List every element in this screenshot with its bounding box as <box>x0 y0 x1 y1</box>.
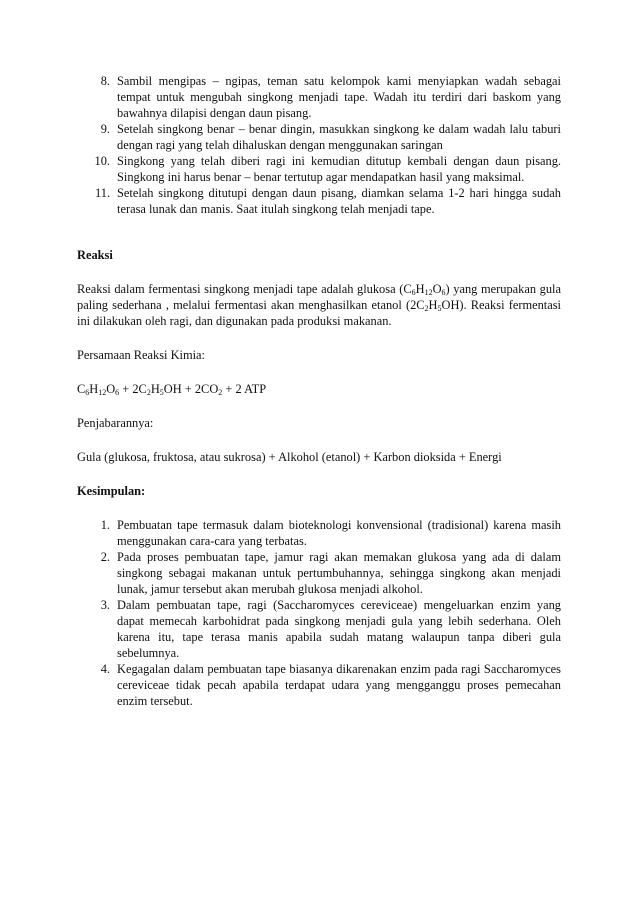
penjabaran-text: Gula (glukosa, fruktosa, atau sukrosa) + Alkohol (etanol) + Karbon dioksida + Energi <box>77 450 502 464</box>
chemical-equation: $C_6H_{12}O_6 + 2C_2H_5OH + 2CO_2 + 2$ ATP <box>77 382 267 397</box>
list-item-text: Setelah singkong benar – benar dingin, masukkan singkong ke dalam wadah lalu taburi dengan ragi yang telah dihaluskan dengan menggunakan saringan <box>117 122 561 152</box>
equation-part1: + 2C <box>119 382 147 396</box>
list-item <box>77 73 561 121</box>
list-item-text: Pembuatan tape termasuk dalam bioteknologi konvensional (tradisional) karena masih menggunakan cara-cara yang terbatas. <box>117 518 561 548</box>
list-item <box>77 661 561 709</box>
list-item <box>77 549 561 597</box>
list-item-text: Pada proses pembuatan tape, jamur ragi akan memakan glukosa yang ada di dalam singkong sebagai makanan untuk pertumbuhannya, sehingga singkong akan menjadi lunak, jamur tersebut akan merubah glukosa menjadi alkohol. <box>117 550 561 596</box>
list-item-number: 2. <box>100 550 110 564</box>
reaksi-heading: Reaksi <box>77 248 113 262</box>
list-item-text: Kegagalan dalam pembuatan tape biasanya dikarenakan enzim pada ragi Saccharomyces cereviceae tidak pecah apabila terdapat udara yang mengganggu proses pemecahan enzim tersebut. <box>117 662 561 708</box>
list-item-number: 4. <box>100 662 110 676</box>
document-page <box>77 73 561 709</box>
list-item-number: 3. <box>100 598 110 612</box>
list-item <box>77 121 561 153</box>
list-item-text: Sambil mengipas – ngipas, teman satu kelompok kami menyiapkan wadah sebagai tempat untuk mengubah singkong menjadi tape. Wadah itu terdiri dari baskom yang bawahnya dilapisi dengan daun pisang. <box>117 74 561 120</box>
list-item <box>77 597 561 661</box>
penjabaran-label: Penjabarannya: <box>77 416 154 430</box>
list-item <box>77 517 561 549</box>
list-item <box>77 153 561 185</box>
kesimpulan-heading: Kesimpulan: <box>77 484 146 498</box>
list-item-number: 11. <box>94 186 110 200</box>
list-item-number: 1. <box>100 518 110 532</box>
equation-part3: + 2 ATP <box>222 382 267 396</box>
list-item <box>77 185 561 217</box>
list-item-number: 10. <box>94 154 110 168</box>
list-item-text: Dalam pembuatan tape, ragi (Saccharomyces cereviceae) mengeluarkan enzim yang dapat memecah karbohidrat pada singkong menjadi gula yang lebih sederhana. Oleh karena itu, tape terasa manis apabila sudah matang walaupun tanpa diberi gula sebelumnya. <box>117 598 561 660</box>
reaksi-text-part3: OH). Reaksi fermentasi ini dilakukan oleh ragi, dan digunakan pada produksi makanan. <box>77 298 561 328</box>
list-item-text: Setelah singkong ditutupi dengan daun pisang, diamkan selama 1-2 hari hingga sudah terasa lunak dan manis. Saat itulah singkong telah menjadi tape. <box>117 186 561 216</box>
list-item-text: Singkong yang telah diberi ragi ini kemudian ditutup kembali dengan daun pisang. Singkong ini harus benar – benar tertutup agar mendapatkan hasil yang maksimal. <box>117 154 561 184</box>
equation-part2: OH + 2CO <box>163 382 219 396</box>
list-item-number: 8. <box>100 74 110 88</box>
procedure-steps-list <box>77 73 561 217</box>
reaksi-paragraph: Reaksi dalam fermentasi singkong menjadi tape adalah glukosa $(C_6H_{12}O_6)$ yang merupakan gula paling sederhana , melalui fermentasi akan menghasilkan etanol $(2C_2H_5OH)$. Reaksi fermentasi ini dilakukan oleh ragi, dan digunakan pada produksi makanan. <box>77 282 561 328</box>
conclusions-list <box>77 517 561 709</box>
reaksi-text-part1: Reaksi dalam fermentasi singkong menjadi tape adalah glukosa (C <box>77 282 412 296</box>
list-item-number: 9. <box>100 122 110 136</box>
persamaan-label: Persamaan Reaksi Kimia: <box>77 348 206 362</box>
reaksi-text-part2: ) yang merupakan gula paling sederhana , melalui fermentasi akan menghasilkan etanol (2C <box>77 282 561 312</box>
